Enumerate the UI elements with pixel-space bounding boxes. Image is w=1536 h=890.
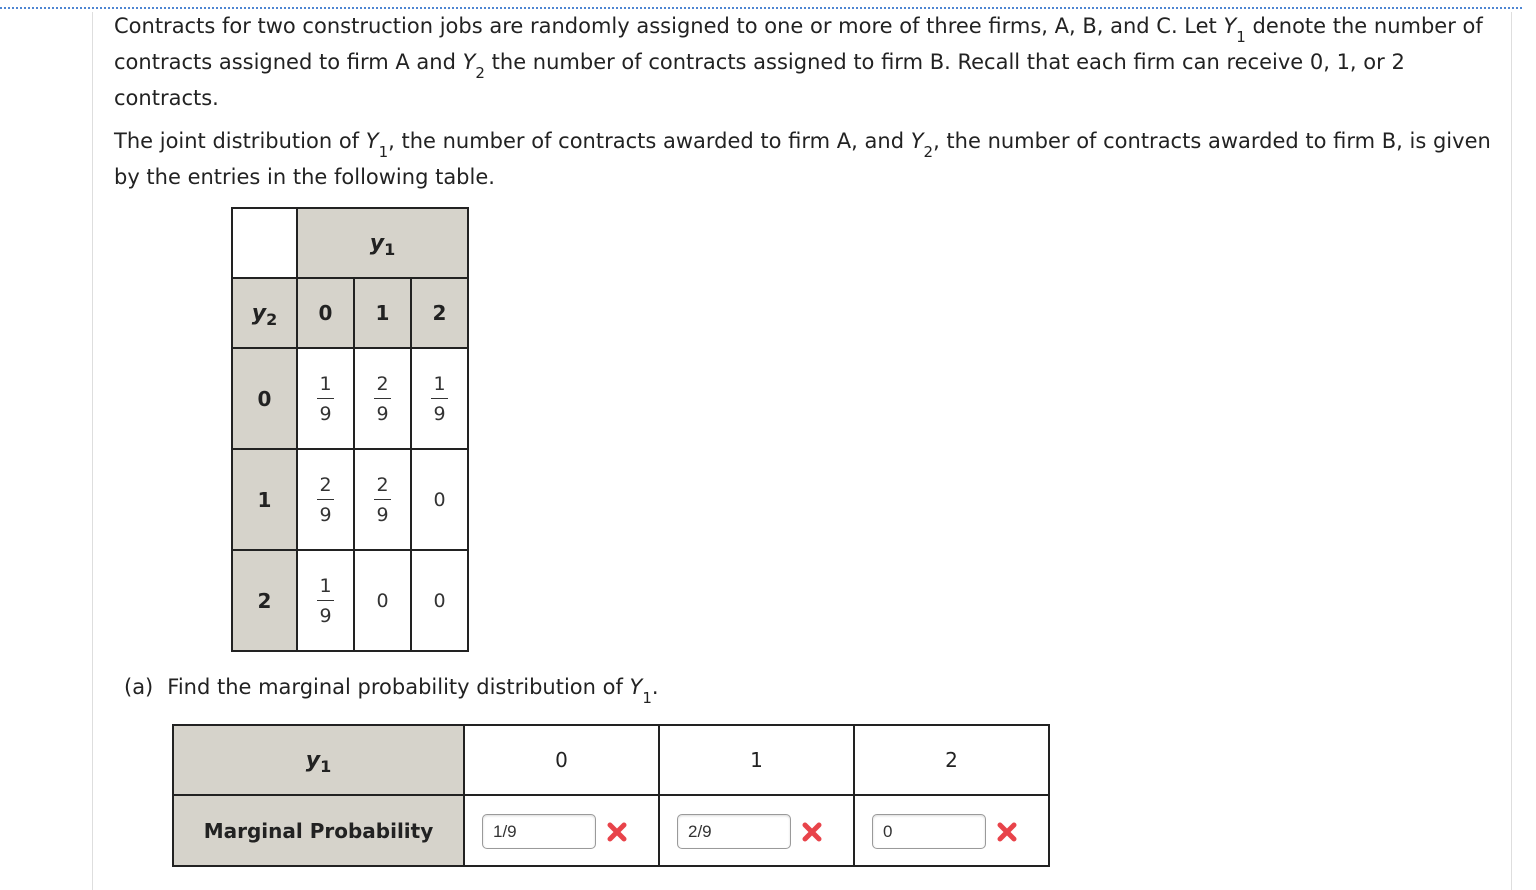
table-row bbox=[232, 348, 468, 449]
y1-header: $y_1$ bbox=[173, 725, 464, 795]
answer-cell bbox=[854, 795, 1049, 866]
row-header: 2 bbox=[232, 550, 297, 651]
corner-cell bbox=[232, 208, 297, 278]
joint-distribution-table bbox=[231, 207, 469, 652]
col-header: 1 bbox=[354, 278, 411, 348]
col-header: 2 bbox=[411, 278, 468, 348]
prob-cell: $\frac{2}{9}$ bbox=[354, 449, 411, 550]
prob-cell: $\frac{2}{9}$ bbox=[354, 348, 411, 449]
left-divider bbox=[92, 12, 93, 890]
problem-intro: Contracts for two construction jobs are randomly assigned to one or more of three firms, A, B, and C. Let $Y_1$ denote the number of contracts assigned to firm A and $Y_2$ the number of contracts assigned to firm B. Recall that each firm can receive 0, 1, or 2 contracts. bbox=[114, 14, 1483, 110]
incorrect-x-icon bbox=[605, 820, 629, 844]
y1-header: $y_1$ bbox=[297, 208, 468, 278]
marginal-answer-row bbox=[173, 795, 1049, 866]
row-header: 1 bbox=[232, 449, 297, 550]
answer-input-2[interactable] bbox=[872, 814, 986, 849]
right-divider bbox=[1511, 12, 1512, 890]
part-a-question: (a) Find the marginal probability distribution of $Y_1$. bbox=[124, 675, 659, 707]
answer-cell bbox=[659, 795, 854, 866]
y2-header: $y_2$ bbox=[232, 278, 297, 348]
row-header: 0 bbox=[232, 348, 297, 449]
joint-distribution-intro: The joint distribution of $Y_1$, the number of contracts awarded to firm A, and $Y_2$, the number of contracts awarded to firm B, is given by the entries in the following table. bbox=[114, 129, 1491, 189]
column-header-row bbox=[232, 278, 468, 348]
prob-cell: 0 bbox=[354, 550, 411, 651]
incorrect-x-icon bbox=[800, 820, 824, 844]
incorrect-x-icon bbox=[995, 820, 1019, 844]
table-row bbox=[232, 550, 468, 651]
prob-cell: 0 bbox=[411, 550, 468, 651]
marginal-header-row bbox=[173, 725, 1049, 795]
value-header: 2 bbox=[854, 725, 1049, 795]
table-row bbox=[232, 449, 468, 550]
prob-cell: $\frac{1}{9}$ bbox=[411, 348, 468, 449]
answer-cell bbox=[464, 795, 659, 866]
value-header: 1 bbox=[659, 725, 854, 795]
prob-cell: 0 bbox=[411, 449, 468, 550]
prob-cell: $\frac{1}{9}$ bbox=[297, 550, 354, 651]
value-header: 0 bbox=[464, 725, 659, 795]
prob-cell: $\frac{2}{9}$ bbox=[297, 449, 354, 550]
prob-cell: $\frac{1}{9}$ bbox=[297, 348, 354, 449]
marginal-probability-label: Marginal Probability bbox=[173, 795, 464, 866]
answer-input-1[interactable] bbox=[677, 814, 791, 849]
answer-input-0[interactable] bbox=[482, 814, 596, 849]
marginal-table bbox=[172, 724, 1050, 867]
col-header: 0 bbox=[297, 278, 354, 348]
